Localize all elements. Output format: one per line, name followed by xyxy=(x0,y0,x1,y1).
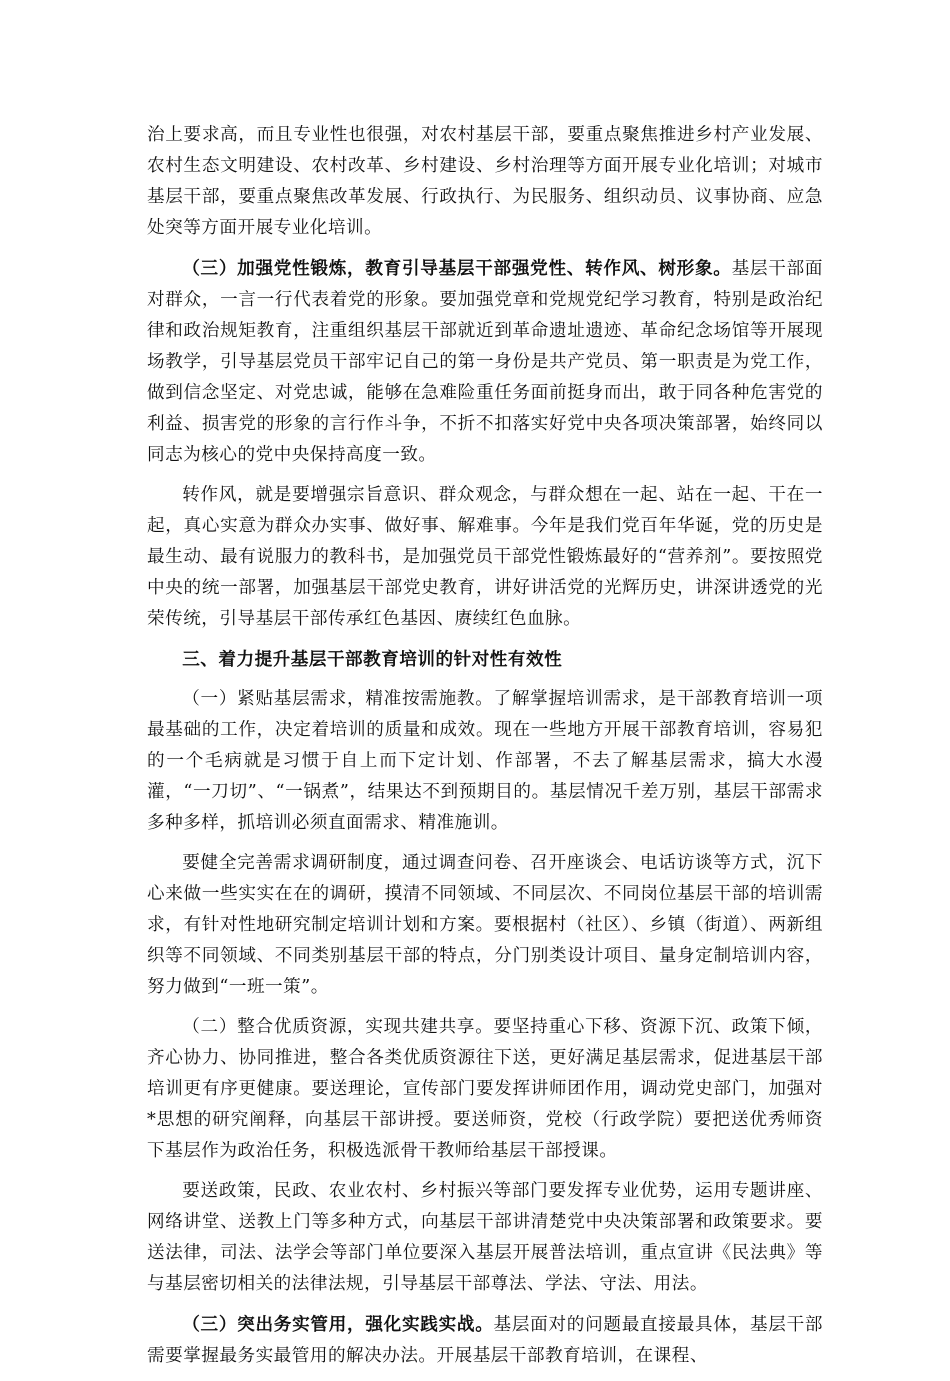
paragraph-text: 要健全完善需求调研制度，通过调查问卷、召开座谈会、电话访谈等方式，沉下心来做一些实实在在的调研，摸清不同领域、不同层次、不同岗位基层干部的培训需求，有针对性地研究制定培训计划和方案。要根据村（社区）、乡镇（街道）、两新组织等不同领域、不同类别基层干部的特点，分门别类设计项目、量身定制培训内容，努力做到“一班一策”。 xyxy=(147,853,823,997)
section-heading: 三、着力提升基层干部教育培训的针对性有效性 xyxy=(182,649,563,670)
paragraph xyxy=(147,848,823,1003)
paragraph xyxy=(147,1012,823,1167)
paragraph-text: 转作风，就是要增强宗旨意识、群众观念，与群众想在一起、站在一起、干在一起，真心实意为群众办实事、做好事、解难事。今年是我们党百年华诞，党的历史是最生动、最有说服力的教科书，是加强党员干部党性锻炼最好的“营养剂”。要按照党中央的统一部署，加强基层干部党史教育，讲好讲活党的光辉历史，讲深讲透党的光荣传统，引导基层干部传承红色基因、赓续红色血脉。 xyxy=(147,485,823,629)
paragraph-text: （二）整合优质资源，实现共建共享。要坚持重心下移、资源下沉、政策下倾，齐心协力、协同推进，整合各类优质资源往下送，更好满足基层需求，促进基层干部培训更有序更健康。要送理论，宣传部门要发挥讲师团作用，调动党史部门，加强对*思想的研究阐释，向基层干部讲授。要送师资，党校（行政学院）要把送优秀师资下基层作为政治任务，积极选派骨干教师给基层干部授课。 xyxy=(147,1017,823,1161)
paragraph xyxy=(147,480,823,635)
paragraph-text: 治上要求高，而且专业性也很强，对农村基层干部，要重点聚焦推进乡村产业发展、农村生态文明建设、农村改革、乡村建设、乡村治理等方面开展专业化培训；对城市基层干部，要重点聚焦改革发展、行政执行、为民服务、组织动员、议事协商、应急处突等方面开展专业化培训。 xyxy=(147,125,823,238)
paragraph xyxy=(147,1309,823,1372)
paragraph xyxy=(147,684,823,839)
paragraph xyxy=(147,253,823,471)
paragraph-text: （一）紧贴基层需求，精准按需施教。了解掌握培训需求，是干部教育培训一项最基础的工作，决定着培训的质量和成效。现在一些地方开展干部教育培训，容易犯的一个毛病就是习惯于自上而下定计划、作部署，不去了解基层需求，搞大水漫灌，“一刀切”、“一锅煮”，结果达不到预期目的。基层情况千差万别，基层干部需求多种多样，抓培训必须直面需求、精准施训。 xyxy=(147,689,823,833)
paragraph-text: 基层面对的问题最直接最具体，基层干部需要掌握最务实最管用的解决办法。开展基层干部教育培训，在课程、 xyxy=(147,1315,823,1366)
document-page xyxy=(147,120,823,1381)
paragraph xyxy=(147,1176,823,1300)
paragraph-text: 基层干部面对群众，一言一行代表着党的形象。要加强党章和党规党纪学习教育，特别是政治纪律和政治规矩教育，注重组织基层干部就近到革命遗址遗迹、革命纪念场馆等开展现场教学，引导基层党员干部牢记自己的第一身份是共产党员、第一职责是为党工作，做到信念坚定、对党忠诚，能够在急难险重任务面前挺身而出，敢于同各种危害党的利益、损害党的形象的言行作斗争，不折不扣落实好党中央各项决策部署，始终同以同志为核心的党中央保持高度一致。 xyxy=(147,259,823,465)
paragraph-lead: （三）突出务实管用，强化实践实战。 xyxy=(182,1314,494,1335)
paragraph-lead: （三）加强党性锻炼，教育引导基层干部强党性、转作风、树形象。 xyxy=(182,258,732,279)
paragraph-text: 要送政策，民政、农业农村、乡村振兴等部门要发挥专业优势，运用专题讲座、网络讲堂、送教上门等多种方式，向基层干部讲清楚党中央决策部署和政策要求。要送法律，司法、法学会等部门单位要深入基层开展普法培训，重点宣讲《民法典》等与基层密切相关的法律法规，引导基层干部尊法、学法、守法、用法。 xyxy=(147,1181,823,1294)
paragraph xyxy=(147,120,823,244)
